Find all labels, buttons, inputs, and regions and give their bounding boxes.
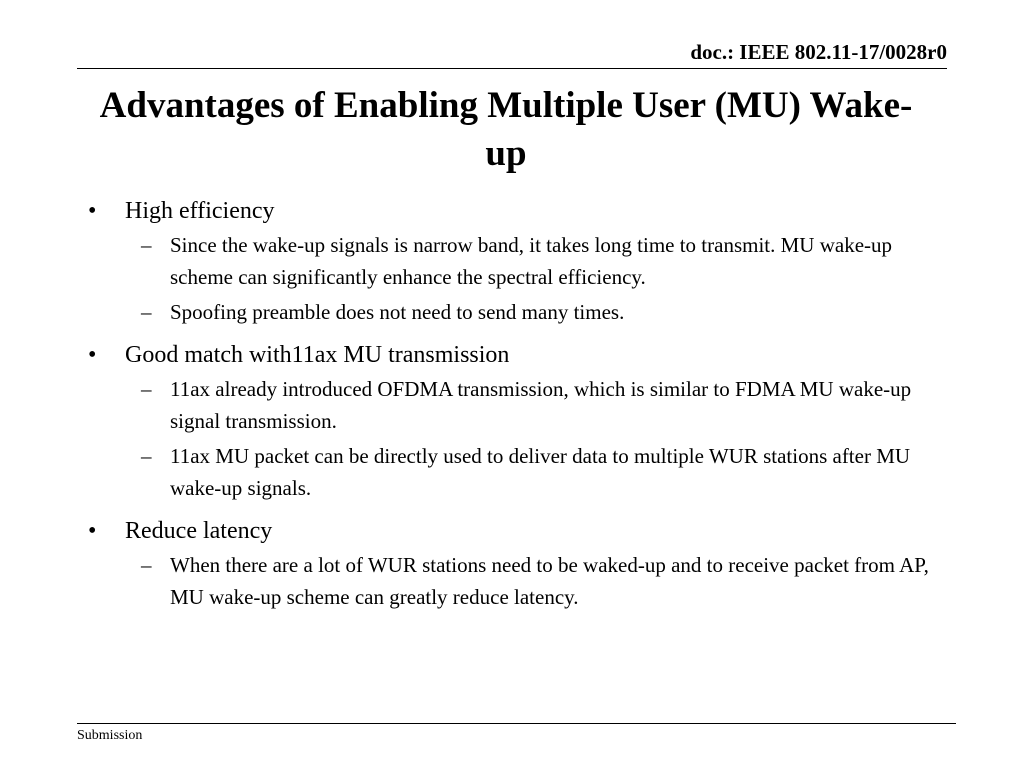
footer-submission: Submission (77, 728, 143, 743)
bullet-marker: • (88, 518, 97, 544)
header-rule (77, 68, 947, 69)
sub-bullet-text: Spoofing preamble does not need to send many times. (170, 300, 625, 324)
bullet-text: Good match with11ax MU transmission (125, 342, 510, 368)
sub-bullet-item (0, 373, 1024, 437)
sub-bullet-marker: – (141, 553, 152, 577)
bullet-text: Reduce latency (125, 518, 273, 544)
sub-bullet-text: 11ax already introduced OFDMA transmission, which is similar to FDMA MU wake-up signal transmission. (170, 377, 912, 433)
bullet-marker: • (88, 198, 97, 224)
sub-bullet-item (0, 549, 1024, 613)
sub-bullet-marker: – (141, 377, 152, 401)
document-id: doc.: IEEE 802.11-17/0028r0 (690, 40, 947, 64)
sub-bullet-marker: – (141, 444, 152, 468)
bullet-marker: • (88, 342, 97, 368)
slide-title: Advantages of Enabling Multiple User (MU) Wake-up (99, 85, 913, 174)
sub-bullet-item (0, 229, 1024, 293)
bullet-item (0, 338, 1024, 504)
sub-bullet-marker: – (141, 233, 152, 257)
slide-content (0, 194, 1024, 623)
sub-bullet-item (0, 296, 1024, 328)
sub-bullet-text: Since the wake-up signals is narrow band, it takes long time to transmit. MU wake-up scheme can significantly enhance the spectral efficiency. (170, 233, 893, 289)
bullet-item (0, 194, 1024, 328)
sub-bullet-text: 11ax MU packet can be directly used to deliver data to multiple WUR stations after MU wake-up signals. (170, 444, 911, 500)
footer-rule (77, 723, 956, 724)
sub-bullet-item (0, 440, 1024, 504)
sub-bullet-marker: – (141, 300, 152, 324)
sub-bullet-text: When there are a lot of WUR stations need to be waked-up and to receive packet from AP, MU wake-up scheme can greatly reduce latency. (170, 553, 929, 609)
bullet-item (0, 514, 1024, 613)
bullet-text: High efficiency (125, 198, 275, 224)
